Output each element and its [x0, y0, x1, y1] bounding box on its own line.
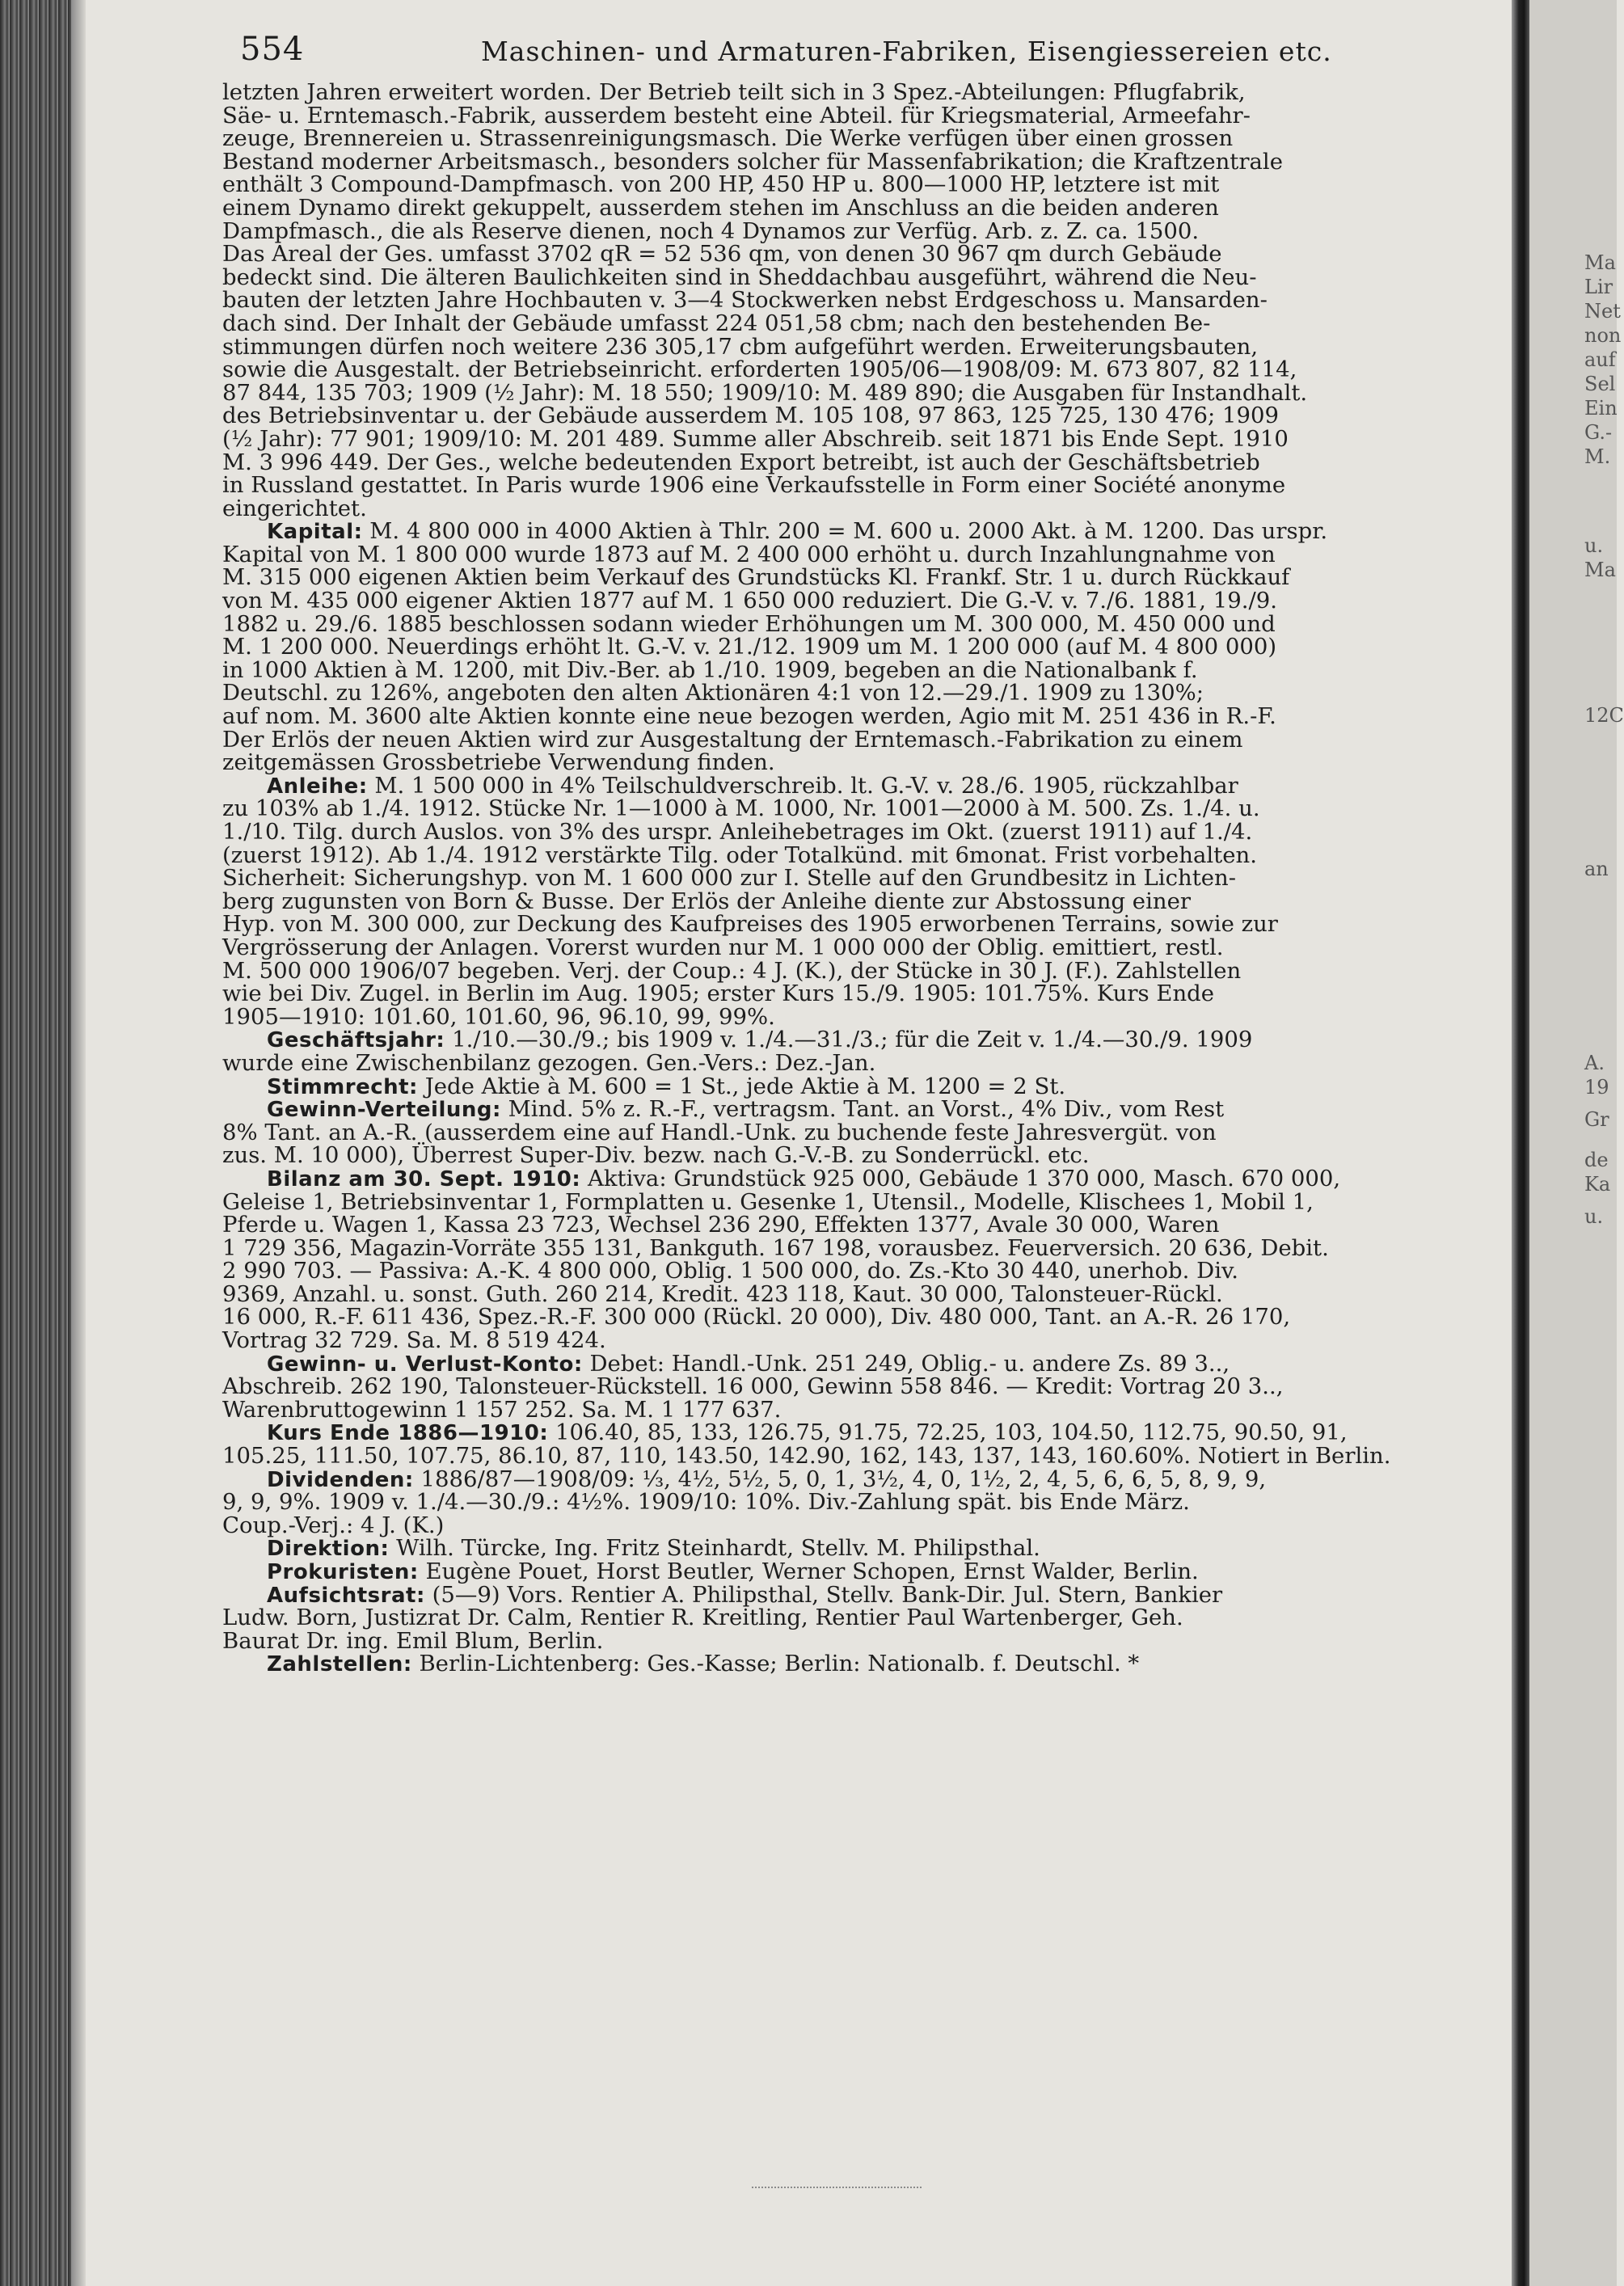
section-label: Gewinn-Verteilung: [267, 1098, 501, 1123]
text-line [222, 1213, 1508, 1237]
text-line [222, 1167, 1508, 1191]
text-line [222, 751, 1508, 774]
text-line [222, 217, 1508, 244]
line-text: zu 103% ab 1./4. 1912. Stücke Nr. 1—1000 à M. 1000, Nr. 1001—2000 à M. 500. Zs. 1./4. u. [222, 795, 1260, 822]
line-text: 16 000, R.-F. 611 436, Spez.-R.-F. 300 000 (Rückl. 20 000), Div. 480 000, Tant. an A.-R. 26 170, [222, 1304, 1291, 1331]
line-text: wurde eine Zwischenbilanz gezogen. Gen.-Vers.: Dez.-Jan. [222, 1049, 876, 1076]
line-text: Dampfmasch., die als Reserve dienen, noch 4 Dynamos zur Verfüg. Arb. z. Z. ca. 1500. [222, 217, 1200, 244]
text-line [222, 1445, 1508, 1468]
text-line [222, 81, 1508, 104]
adjacent-text-fragment: auf [1584, 348, 1616, 371]
line-text: berg zugunsten von Born & Busse. Der Erlös der Anleihe diente zur Abstossung einer [222, 888, 1191, 914]
line-text: Kapital von M. 1 800 000 wurde 1873 auf M. 2 400 000 erhöht u. durch Inzahlungnahme von [222, 541, 1276, 567]
text-line [222, 635, 1508, 659]
text-line [222, 1259, 1508, 1283]
line-text: Sicherheit: Sicherungshyp. von M. 1 600 000 zur I. Stelle auf den Grundbesitz in Lichten- [222, 865, 1237, 892]
line-text: Vortrag 32 729. Sa. M. 8 519 424. [222, 1327, 606, 1354]
page-gutter [1512, 0, 1529, 2286]
document-page [222, 24, 1508, 1676]
text-line [222, 820, 1508, 844]
text-line [222, 474, 1508, 497]
line-text: in 1000 Aktien à M. 1200, mit Div.-Ber. ab 1./10. 1909, begeben an die Nationalbank f. [222, 656, 1198, 683]
text-line [222, 425, 1508, 452]
line-text: M. 1 500 000 in 4% Teilschuldverschreib. lt. G.-V. v. 28./6. 1905, rückzahlbar [367, 772, 1238, 799]
text-line [222, 173, 1508, 196]
line-text: Deutschl. zu 126%, angeboten den alten Aktionären 4:1 von 12.—29./1. 1909 zu 130%; [222, 680, 1204, 706]
line-text: bauten der letzten Jahre Hochbauten v. 3—4 Stockwerken nebst Erdgeschoss u. Mansarden- [222, 287, 1268, 314]
text-line [222, 610, 1508, 637]
text-line [222, 335, 1508, 359]
line-text: 8% Tant. an A.-R. (ausserdem eine auf Handl.-Unk. zu buchende feste Jahresvergüt. von [222, 1119, 1217, 1145]
section-4 [222, 1075, 1508, 1099]
line-text: 87 844, 135 703; 1909 (½ Jahr): M. 18 550; 1909/10: M. 489 890; die Ausgaben für Instandhalt. [222, 379, 1308, 406]
text-line [222, 681, 1508, 705]
line-text: M. 1 200 000. Neuerdings erhöht lt. G.-V. v. 21./12. 1909 um M. 1 200 000 (auf M. 4 800 000) [222, 634, 1277, 660]
text-line [222, 913, 1508, 936]
line-text: Geleise 1, Betriebsinventar 1, Formplatten u. Gesenke 1, Utensil., Modelle, Klischees 1, Mobil 1, [222, 1188, 1314, 1215]
intro-paragraph [222, 81, 1508, 520]
section-9 [222, 1468, 1508, 1537]
line-text: Bestand moderner Arbeitsmasch., besonders solcher für Massenfabrikation; die Kraftzentrale [222, 148, 1283, 175]
line-text: Das Areal der Ges. umfasst 3702 qR = 52 536 qm, von denen 30 967 qm durch Gebäude [222, 241, 1222, 268]
text-line [222, 451, 1508, 474]
text-line [222, 404, 1508, 428]
line-text: M. 500 000 1906/07 begeben. Verj. der Coup.: 4 J. (K.), der Stücke in 30 J. (F.). Zahlstellen [222, 957, 1242, 984]
page-header [222, 24, 1508, 81]
line-text: 9, 9, 9%. 1909 v. 1./4.—30./9.: 4½%. 1909/10: 10%. Div.-Zahlung spät. bis Ende März. [222, 1489, 1190, 1516]
adjacent-text-fragment: Ein [1584, 397, 1618, 420]
line-text: eingerichtet. [222, 495, 367, 521]
line-text: des Betriebsinventar u. der Gebäude ausserdem M. 105 108, 97 863, 125 725, 130 476; 1909 [222, 403, 1280, 429]
section-10 [222, 1537, 1508, 1560]
line-text: M. 4 800 000 in 4000 Aktien à Thlr. 200 = M. 600 u. 2000 Akt. à M. 1200. Das urspr. [362, 518, 1328, 545]
text-line [222, 957, 1508, 984]
adjacent-text-fragment: Lir [1584, 276, 1613, 298]
line-text: Vergrösserung der Anlagen. Vorerst wurden nur M. 1 000 000 der Oblig. emittiert, restl. [222, 934, 1224, 960]
section-6 [222, 1167, 1508, 1352]
section-13 [222, 1652, 1508, 1676]
text-line [222, 1003, 1508, 1030]
adjacent-text-fragment: Sel [1584, 373, 1616, 395]
line-text: 105.25, 111.50, 107.75, 86.10, 87, 110, 143.50, 142.90, 162, 143, 137, 143, 160.60%. Notiert in Berlin. [222, 1443, 1391, 1470]
text-line [222, 1049, 1508, 1076]
page-shadow [71, 0, 86, 2286]
text-line [222, 589, 1508, 613]
adjacent-text-fragment: Ka [1584, 1173, 1611, 1196]
adjacent-text-fragment: M. [1584, 445, 1611, 468]
book-spine [0, 0, 71, 2286]
adjacent-text-fragment: non [1584, 324, 1622, 347]
line-text: einem Dynamo direkt gekuppelt, ausserdem stehen im Anschluss an die beiden anderen [222, 194, 1219, 221]
text-line [222, 312, 1508, 335]
text-line [222, 1537, 1508, 1560]
line-text: Mind. 5% z. R.-F., vertragsm. Tant. an Vorst., 4% Div., vom Rest [500, 1096, 1225, 1123]
line-text: dach sind. Der Inhalt der Gebäude umfasst 224 051,58 cbm; nach den bestehenden Be- [222, 310, 1211, 336]
text-line [222, 358, 1508, 382]
adjacent-text-fragment: Gr [1584, 1108, 1609, 1131]
text-line [222, 1098, 1508, 1121]
line-text: zeitgemässen Grossbetriebe Verwendung finden. [222, 749, 775, 776]
line-text: Baurat Dr. ing. Emil Blum, Berlin. [222, 1627, 604, 1654]
text-line [222, 379, 1508, 406]
line-text: bedeckt sind. Die älteren Baulichkeiten sind in Sheddachbau ausgeführt, während die Neu- [222, 264, 1257, 290]
line-text: 1./10.—30./9.; bis 1909 v. 1./4.—31./3.; für die Zeit v. 1./4.—30./9. 1909 [445, 1027, 1253, 1053]
line-text: 1882 u. 29./6. 1885 beschlossen sodann wieder Erhöhungen um M. 300 000, M. 450 000 und [222, 610, 1276, 637]
adjacent-text-fragment: u. [1584, 534, 1604, 557]
text-line [222, 566, 1508, 589]
line-text: Debet: Handl.-Unk. 251 249, Oblig.- u. andere Zs. 89 3.., [582, 1350, 1230, 1377]
line-text: (5—9) Vors. Rentier A. Philipsthal, Stellv. Bank-Dir. Jul. Stern, Bankier [424, 1581, 1223, 1608]
text-line [222, 1075, 1508, 1099]
section-label: Anleihe: [267, 774, 368, 799]
line-text: (zuerst 1912). Ab 1./4. 1912 verstärkte Tilg. oder Totalkünd. mit 6monat. Frist vorbehalten. [222, 841, 1257, 868]
line-text: Berlin-Lichtenberg: Ges.-Kasse; Berlin: Nationalb. f. Deutschl. * [411, 1651, 1140, 1677]
text-line [222, 841, 1508, 868]
text-line [222, 1606, 1508, 1630]
page-number: 554 [240, 31, 305, 68]
text-line [222, 867, 1508, 890]
text-line [222, 1627, 1508, 1654]
line-text: 1 729 356, Magazin-Vorräte 355 131, Bankguth. 167 198, vorausbez. Feuerversich. 20 636, Debit. [222, 1234, 1329, 1261]
text-line [222, 774, 1508, 798]
section-3 [222, 1028, 1508, 1074]
text-line [222, 1581, 1508, 1608]
line-text: Warenbruttogewinn 1 157 252. Sa. M. 1 177 637. [222, 1396, 782, 1423]
section-label: Direktion: [267, 1537, 390, 1562]
adjacent-text-fragment: an [1584, 858, 1609, 880]
text-line [222, 1280, 1508, 1307]
text-line [222, 150, 1508, 174]
section-7 [222, 1352, 1508, 1422]
section-label: Prokuristen: [267, 1560, 419, 1584]
line-text: 2 990 703. — Passiva: A.-K. 4 800 000, Oblig. 1 500 000, do. Zs.-Kto 30 440, unerhob. Div. [222, 1258, 1238, 1284]
text-line [222, 982, 1508, 1006]
text-line [222, 890, 1508, 913]
line-text: von M. 435 000 eigener Aktien 1877 auf M. 1 650 000 reduziert. Die G.-V. v. 7./6. 1881, 19./9. [222, 588, 1277, 614]
text-line [222, 497, 1508, 521]
line-text: wie bei Div. Zugel. in Berlin im Aug. 1905; erster Kurs 15./9. 1905: 101.75%. Kurs Ende [222, 981, 1215, 1007]
line-text: Pferde u. Wagen 1, Kassa 23 723, Wechsel 236 290, Effekten 1377, Avale 30 000, Waren [222, 1212, 1220, 1238]
document-body [222, 81, 1508, 1676]
text-line [222, 1329, 1508, 1352]
text-line [222, 1652, 1508, 1676]
section-label: Aufsichtsrat: [267, 1583, 425, 1608]
adjacent-text-fragment: 12C [1584, 704, 1624, 727]
text-line [222, 1028, 1508, 1052]
text-line [222, 289, 1508, 312]
text-line [222, 728, 1508, 752]
text-line [222, 1144, 1508, 1167]
section-5 [222, 1098, 1508, 1167]
section-label: Bilanz am 30. Sept. 1910: [267, 1166, 581, 1192]
text-line [222, 1468, 1508, 1491]
line-text: sowie die Ausgestalt. der Betriebseinricht. erforderten 1905/06—1908/09: M. 673 807, 82 114, [222, 356, 1297, 383]
adjacent-text-fragment: Ma [1584, 559, 1616, 581]
line-text: Wilh. Türcke, Ing. Fritz Steinhardt, Stellv. M. Philipsthal. [389, 1535, 1040, 1562]
section-2 [222, 774, 1508, 1029]
line-text: M. 3 996 449. Der Ges., welche bedeutenden Export betreibt, ist auch der Geschäftsbetrieb [222, 449, 1260, 475]
line-text: Eugène Pouet, Horst Beutler, Werner Schopen, Ernst Walder, Berlin. [418, 1558, 1199, 1584]
line-text: Ludw. Born, Justizrat Dr. Calm, Rentier R. Kreitling, Rentier Paul Wartenberger, Geh. [222, 1605, 1183, 1631]
line-text: in Russland gestattet. In Paris wurde 1906 eine Verkaufsstelle in Form einer Société anonyme [222, 472, 1286, 499]
text-line [222, 1121, 1508, 1145]
line-text: Säe- u. Erntemasch.-Fabrik, ausserdem besteht eine Abteil. für Kriegsmaterial, Armeefahr- [222, 102, 1251, 129]
adjacent-text-fragment: Ma [1584, 251, 1616, 274]
running-title: Maschinen- und Armaturen-Fabriken, Eisengiessereien etc. [481, 36, 1332, 67]
section-8 [222, 1419, 1508, 1470]
text-line [222, 104, 1508, 128]
text-line [222, 520, 1508, 543]
text-line [222, 1398, 1508, 1422]
text-line [222, 543, 1508, 567]
text-line [222, 797, 1508, 820]
line-text: Abschreib. 262 190, Talonsteuer-Rückstell. 16 000, Gewinn 558 846. — Kredit: Vortrag 20 3.., [222, 1373, 1284, 1400]
text-line [222, 1514, 1508, 1537]
adjacent-text-fragment: de [1584, 1149, 1609, 1171]
section-label: Gewinn- u. Verlust-Konto: [267, 1352, 583, 1377]
section-label: Zahlstellen: [267, 1652, 412, 1677]
adjacent-text-fragment: 19 [1584, 1076, 1609, 1099]
section-label: Geschäftsjahr: [267, 1028, 445, 1053]
line-text: 1905—1910: 101.60, 101.60, 96, 96.10, 99, 99%. [222, 1003, 775, 1030]
text-line [222, 705, 1508, 728]
line-text: letzten Jahren erweitert worden. Der Betrieb teilt sich in 3 Spez.-Abteilungen: Pflugfabrik, [222, 79, 1246, 105]
text-line [222, 936, 1508, 960]
text-line [222, 1352, 1508, 1376]
section-11 [222, 1560, 1508, 1584]
line-text: M. 315 000 eigenen Aktien beim Verkauf des Grundstücks Kl. Frankf. Str. 1 u. durch Rückkauf [222, 564, 1290, 591]
end-rule [752, 2187, 922, 2188]
line-text: auf nom. M. 3600 alte Aktien konnte eine neue bezogen werden, Agio mit M. 251 436 in R.-F. [222, 703, 1276, 730]
line-text: zeuge, Brennereien u. Strassenreinigungsmasch. Die Werke verfügen über einen grossen [222, 125, 1234, 152]
section-label: Stimmrecht: [267, 1074, 418, 1099]
adjacent-text-fragment: G.- [1584, 421, 1613, 444]
section-1 [222, 520, 1508, 774]
line-text: 106.40, 85, 133, 126.75, 91.75, 72.25, 103, 104.50, 112.75, 90.50, 91, [548, 1419, 1348, 1446]
line-text: 1./10. Tilg. durch Auslos. von 3% des urspr. Anleihebetrages im Okt. (zuerst 1911) auf 1./4. [222, 819, 1253, 845]
adjacent-text-fragment: A. [1584, 1052, 1605, 1074]
line-text: Jede Aktie à M. 600 = 1 St., jede Aktie à M. 1200 = 2 St. [417, 1073, 1066, 1099]
line-text: enthält 3 Compound-Dampfmasch. von 200 HP, 450 HP u. 800—1000 HP, letztere ist mit [222, 171, 1220, 198]
adjacent-text-fragment: Net [1584, 300, 1621, 323]
line-text: zus. M. 10 000), Überrest Super-Div. bezw. nach G.-V.-B. zu Sonderrückl. etc. [222, 1142, 1090, 1169]
text-line [222, 196, 1508, 220]
text-line [222, 243, 1508, 266]
text-line [222, 1234, 1508, 1261]
text-line [222, 127, 1508, 150]
adjacent-text-fragment: u. [1584, 1205, 1604, 1228]
line-text: (½ Jahr): 77 901; 1909/10: M. 201 489. Summe aller Abschreib. seit 1871 bis Ende Sept. 1910 [222, 425, 1289, 452]
line-text: 1886/87—1908/09: ⅓, 4½, 5½, 5, 0, 1, 3½, 4, 0, 1½, 2, 4, 5, 6, 6, 5, 8, 9, 9, [413, 1466, 1267, 1492]
text-line [222, 1188, 1508, 1215]
text-line [222, 1560, 1508, 1584]
line-text: Aktiva: Grundstück 925 000, Gebäude 1 370 000, Masch. 670 000, [580, 1165, 1341, 1192]
section-12 [222, 1581, 1508, 1654]
line-text: Coup.-Verj.: 4 J. (K.) [222, 1512, 445, 1538]
text-line [222, 656, 1508, 683]
line-text: stimmungen dürfen noch weitere 236 305,17 cbm aufgeführt werden. Erweiterungsbauten, [222, 333, 1259, 360]
section-label: Kapital: [267, 520, 363, 545]
section-label: Kurs Ende 1886—1910: [267, 1421, 549, 1446]
line-text: Hyp. von M. 300 000, zur Deckung des Kaufpreises des 1905 erworbenen Terrains, sowie zur [222, 911, 1278, 938]
section-label: Dividenden: [267, 1467, 414, 1492]
text-line [222, 266, 1508, 289]
line-text: Der Erlös der neuen Aktien wird zur Ausgestaltung der Erntemasch.-Fabrikation zu einem [222, 726, 1243, 753]
text-line [222, 1375, 1508, 1398]
line-text: 9369, Anzahl. u. sonst. Guth. 260 214, Kredit. 423 118, Kaut. 30 000, Talonsteuer-Rückl. [222, 1280, 1223, 1307]
text-line [222, 1491, 1508, 1514]
text-line [222, 1305, 1508, 1329]
text-line [222, 1421, 1508, 1445]
